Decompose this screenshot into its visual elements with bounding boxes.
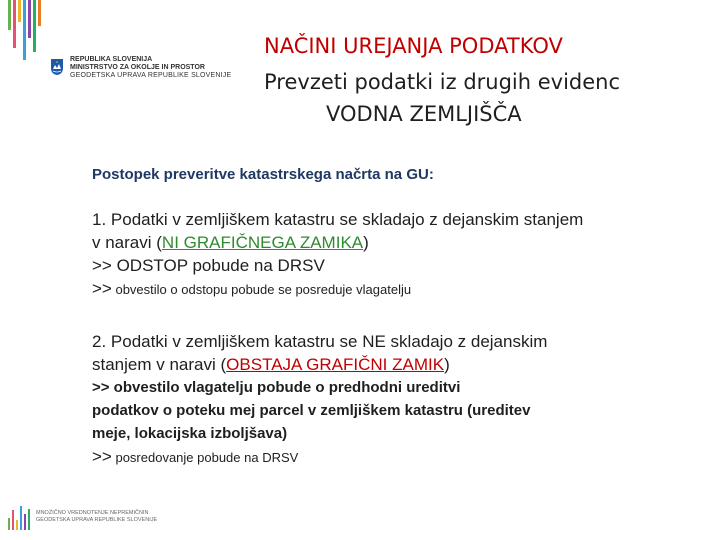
item-2-line-4: podatkov o poteku mej parcel v zemljiškem katastru (ureditev	[92, 402, 531, 419]
footer-line-1: MNOŽIČNO VREDNOTENJE NEPREMIČNIN	[36, 510, 149, 516]
item-2-line-6: >> posredovanje pobude na DRSV	[92, 447, 299, 466]
footer-stripes	[8, 504, 32, 530]
decorative-stripes	[8, 0, 43, 90]
item-2	[92, 330, 692, 469]
item-1-line-4: >> obvestilo o odstopu pobude se posreduje vlagatelju	[92, 279, 412, 298]
item-1-line-1: 1. Podatki v zemljiškem katastru se skladajo z dejanskim stanjem	[92, 210, 584, 229]
org-line-1: REPUBLIKA SLOVENIJA	[70, 56, 153, 63]
org-line-2: MINISTRSTVO ZA OKOLJE IN PROSTOR	[70, 64, 205, 72]
item-1-line-2: v naravi (NI GRAFIČNEGA ZAMIKA)	[92, 233, 369, 252]
section-heading: Postopek preveritve katastrskega načrta na GU:	[92, 166, 434, 183]
coat-of-arms-icon	[50, 58, 64, 76]
item-1	[92, 208, 692, 301]
footer-line-2: GEODETSKA UPRAVA REPUBLIKE SLOVENIJE	[36, 517, 158, 523]
footer-logo	[8, 504, 157, 530]
item-2-highlight: OBSTAJA GRAFIČNI ZAMIK	[226, 355, 445, 374]
item-2-line-5: meje, lokacijska izboljšava)	[92, 425, 288, 442]
item-2-line-1: 2. Podatki v zemljiškem katastru se NE skladajo z dejanskim	[92, 332, 548, 351]
item-1-highlight: NI GRAFIČNEGA ZAMIKA	[161, 233, 364, 252]
item-2-line-3: >> obvestilo vlagatelju pobude o predhodni ureditvi	[92, 379, 461, 396]
item-1-line-3: >> ODSTOP pobude na DRSV	[92, 256, 325, 275]
organization-logo	[50, 56, 231, 81]
item-2-line-2: stanjem v naravi (OBSTAJA GRAFIČNI ZAMIK)	[92, 355, 450, 374]
org-line-3: GEODETSKA UPRAVA REPUBLIKE SLOVENIJE	[70, 72, 232, 80]
slide-topic: VODNA ZEMLJIŠČA	[326, 102, 522, 126]
slide-subtitle: Prevzeti podatki iz drugih evidenc	[264, 70, 621, 94]
slide-title: NAČINI UREJANJA PODATKOV	[264, 34, 563, 58]
